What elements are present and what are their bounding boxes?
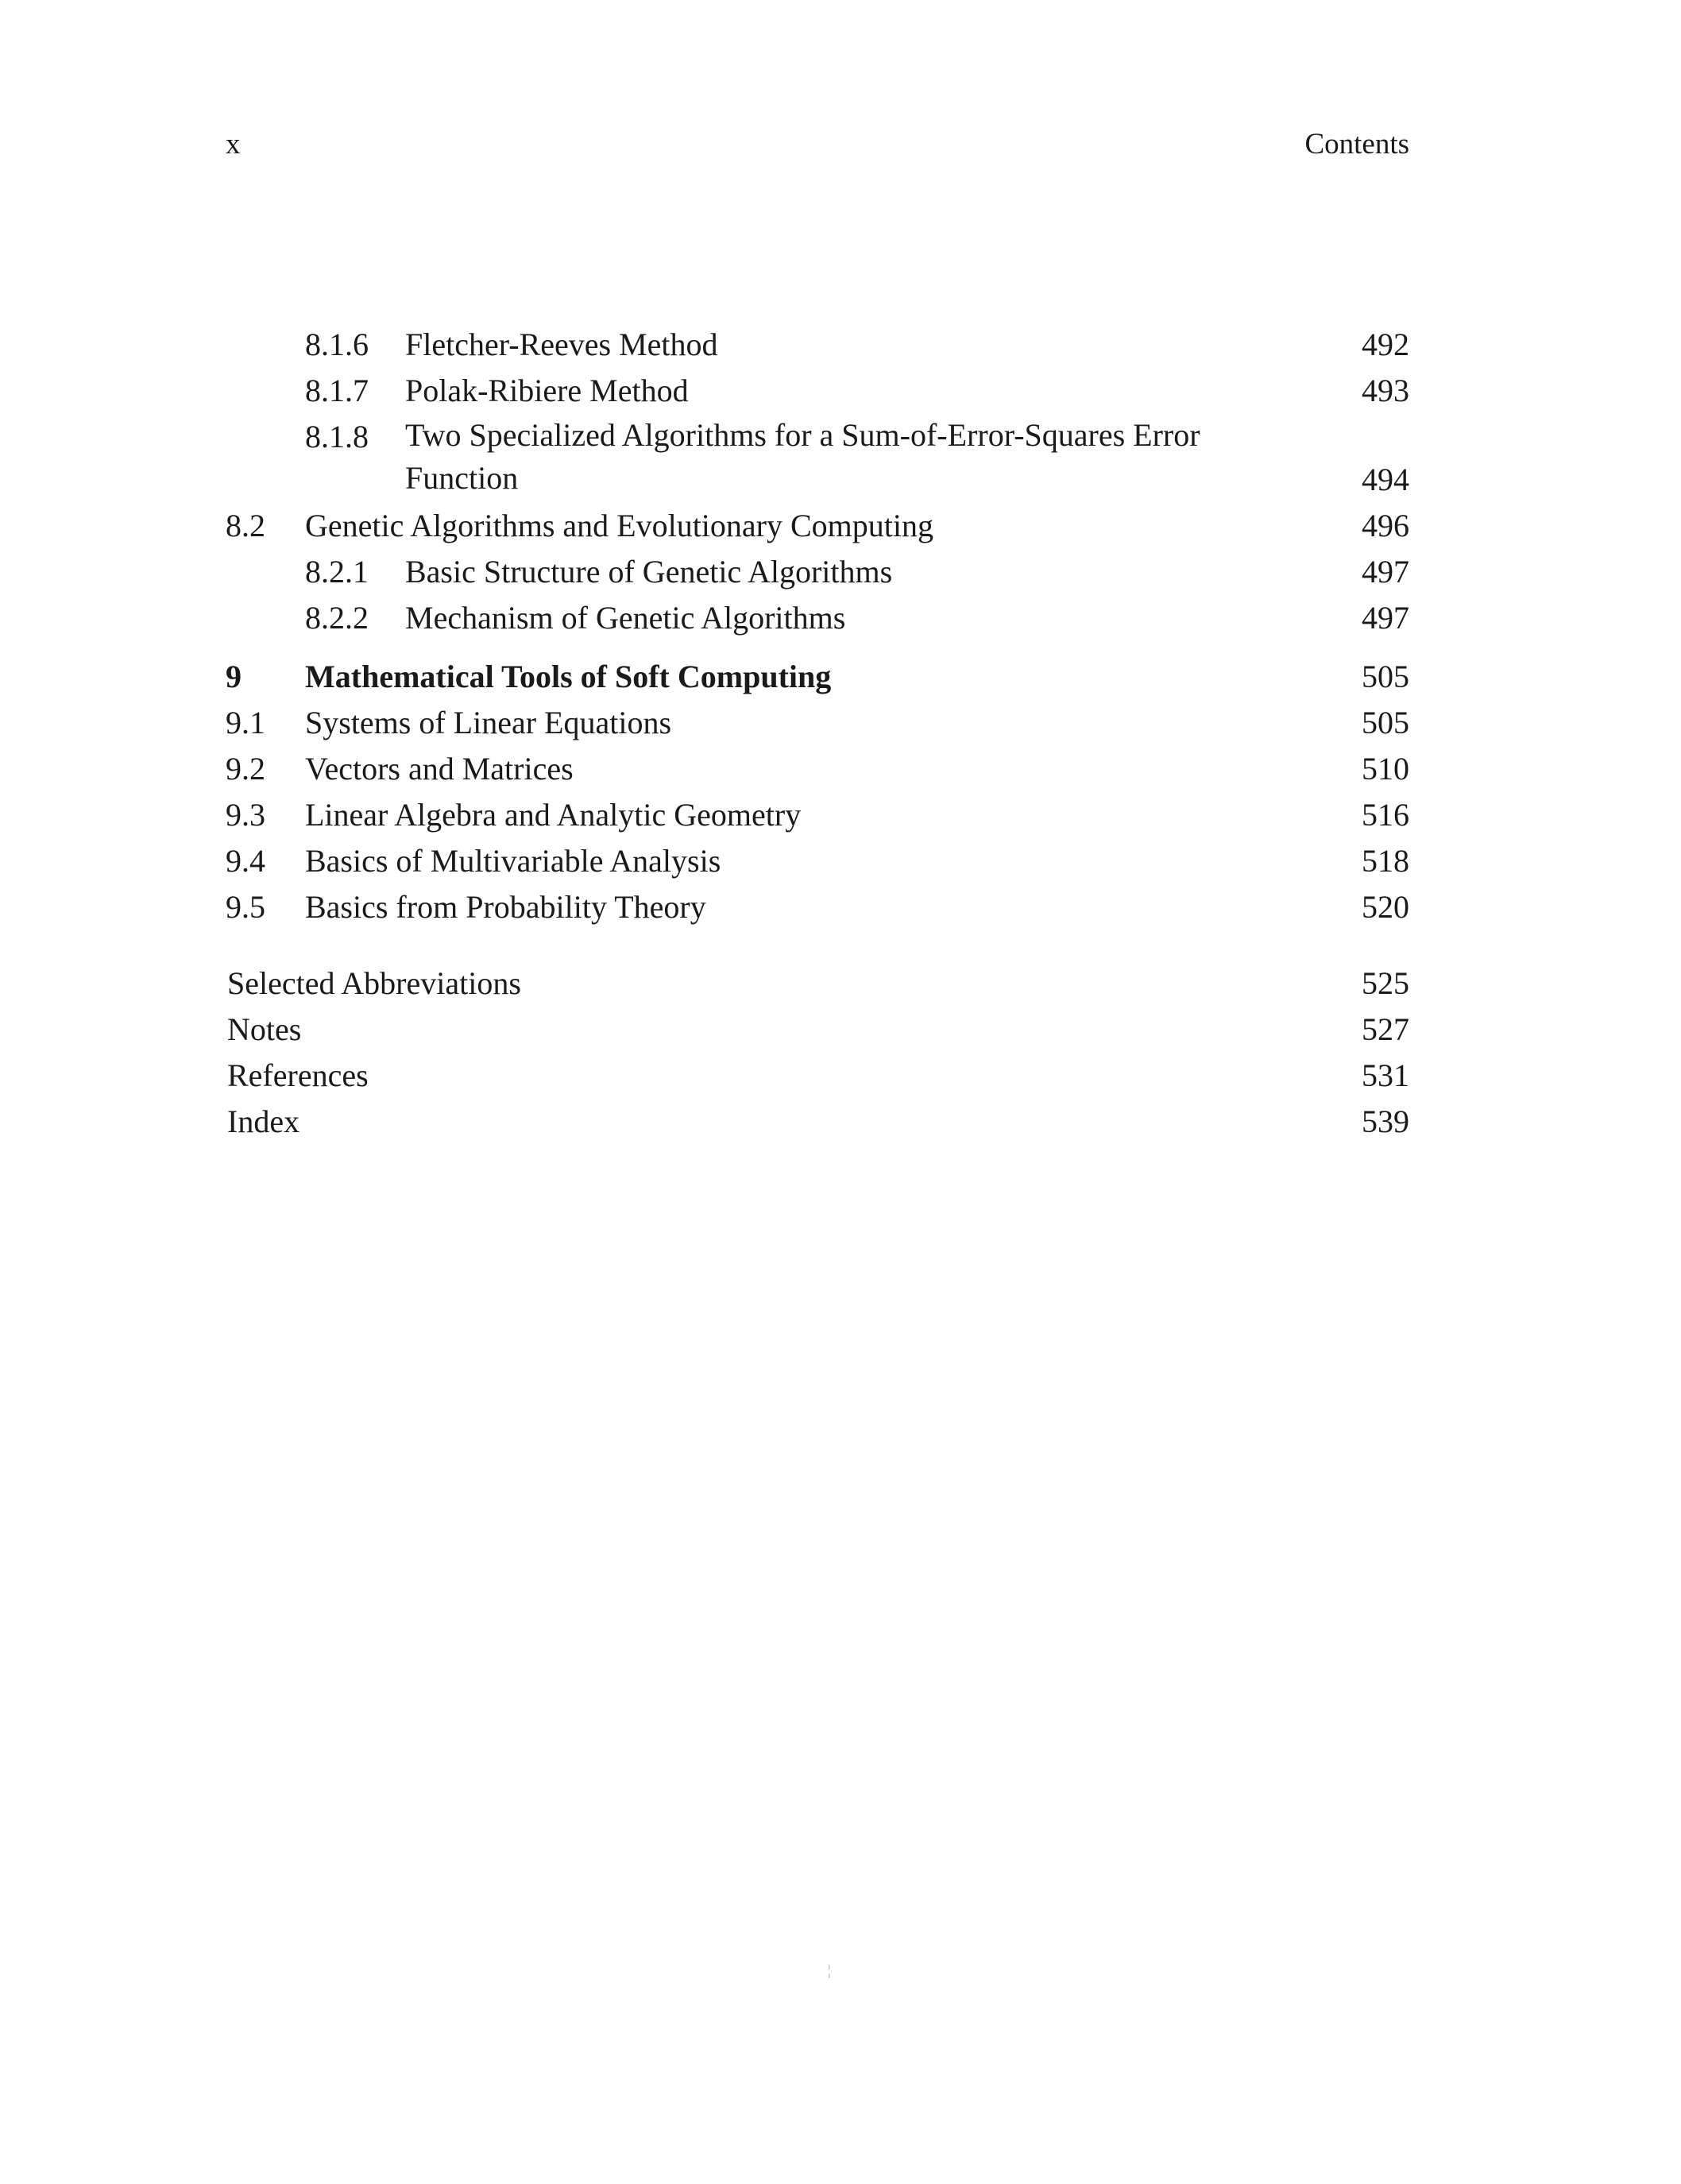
entry-page: 505	[1362, 659, 1409, 694]
entry-number: 9.4	[226, 843, 265, 879]
table-of-contents	[226, 322, 1409, 1145]
entry-title: Polak-Ribiere Method	[405, 373, 689, 408]
entry-title: Mechanism of Genetic Algorithms	[405, 600, 846, 636]
running-header	[226, 127, 1409, 167]
entry-number: 8.2	[226, 508, 265, 543]
toc-back-references	[226, 1053, 1409, 1099]
entry-number: 8.2.2	[305, 600, 369, 636]
entry-title: Basics from Probability Theory	[305, 889, 706, 925]
entry-title: Systems of Linear Equations	[305, 705, 672, 740]
entry-number: 9.3	[226, 797, 265, 833]
entry-number: 8.1.8	[305, 419, 369, 454]
toc-entry-9-1	[226, 700, 1409, 746]
toc-entry-9-2	[226, 746, 1409, 792]
entry-title: Index	[227, 1104, 300, 1139]
entry-number: 8.1.6	[305, 327, 369, 362]
entry-title: Vectors and Matrices	[305, 751, 574, 787]
entry-number: 8.1.7	[305, 373, 369, 408]
toc-back-notes	[226, 1007, 1409, 1053]
toc-chapter-9	[226, 654, 1409, 700]
toc-entry-9-4	[226, 838, 1409, 884]
entry-title: Genetic Algorithms and Evolutionary Computing	[305, 508, 934, 543]
entry-page: 527	[1362, 1011, 1409, 1047]
entry-title: References	[227, 1057, 369, 1093]
entry-title: Notes	[227, 1011, 302, 1047]
chapter-title: Mathematical Tools of Soft Computing	[305, 659, 832, 694]
toc-back-index	[226, 1099, 1409, 1145]
entry-number: 8.2.1	[305, 554, 369, 589]
toc-entry-9-5	[226, 884, 1409, 930]
entry-title: Linear Algebra and Analytic Geometry	[305, 797, 802, 833]
entry-page: 510	[1362, 751, 1409, 787]
entry-page: 525	[1362, 965, 1409, 1001]
entry-title: Two Specialized Algorithms for a Sum-of-Error-Squares Error Function	[405, 417, 1200, 496]
entry-page: 539	[1362, 1104, 1409, 1139]
page-number: x	[226, 128, 241, 160]
toc-entry-8-2-2	[226, 595, 1409, 641]
entry-page: 497	[1362, 554, 1409, 589]
running-title: Contents	[1304, 128, 1409, 160]
entry-page: 494	[1362, 462, 1409, 497]
entry-number: 9.2	[226, 751, 265, 787]
chapter-number: 9	[226, 659, 242, 694]
toc-entry-8-2-1	[226, 549, 1409, 595]
entry-page: 518	[1362, 843, 1409, 879]
entry-page: 531	[1362, 1057, 1409, 1093]
scan-mark: ¦	[828, 1962, 831, 1978]
entry-page: 520	[1362, 889, 1409, 925]
entry-page: 505	[1362, 705, 1409, 740]
entry-number: 9.1	[226, 705, 265, 740]
toc-back-abbreviations	[226, 961, 1409, 1007]
entry-page: 516	[1362, 797, 1409, 833]
toc-entry-9-3	[226, 792, 1409, 838]
entry-title: Basics of Multivariable Analysis	[305, 843, 721, 879]
toc-entry-8-1-8	[226, 414, 1409, 503]
toc-entry-8-1-7	[226, 368, 1409, 414]
entry-title: Basic Structure of Genetic Algorithms	[405, 554, 893, 589]
entry-page: 497	[1362, 600, 1409, 636]
entry-number: 9.5	[226, 889, 265, 925]
toc-entry-8-2	[226, 503, 1409, 549]
entry-page: 493	[1362, 373, 1409, 408]
entry-title: Selected Abbreviations	[227, 965, 521, 1001]
entry-title: Fletcher-Reeves Method	[405, 327, 718, 362]
entry-page: 496	[1362, 508, 1409, 543]
toc-entry-8-1-6	[226, 322, 1409, 368]
entry-page: 492	[1362, 327, 1409, 362]
